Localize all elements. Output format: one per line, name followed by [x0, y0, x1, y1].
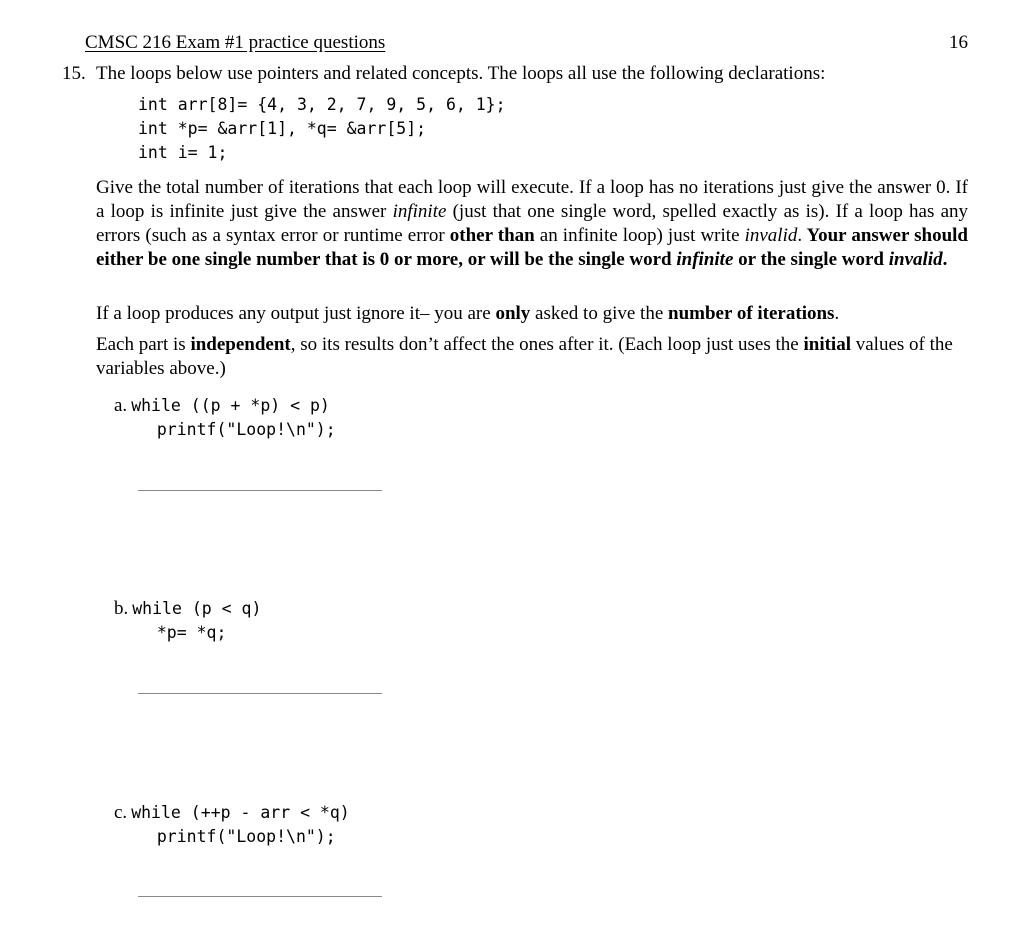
note-text: asked to give the: [530, 303, 669, 324]
declaration-line: int *p= &arr[1], *q= &arr[5];: [138, 119, 427, 138]
question-intro: The loops below use pointers and related concepts. The loops all use the following declarations:: [96, 63, 826, 84]
instructions-paragraph: [96, 176, 968, 272]
keyword-infinite: infinite: [392, 201, 447, 222]
declaration-line: int arr[8]= {4, 3, 2, 7, 9, 5, 6, 1};: [138, 95, 506, 114]
loop-code-line: while (p < q): [132, 599, 262, 618]
emphasis-number-of-iterations: number of iterations: [668, 303, 835, 324]
part-c: [114, 801, 350, 849]
answer-blank-c[interactable]: [138, 896, 382, 897]
question-number: 15.: [62, 63, 86, 84]
note-text: .: [834, 303, 840, 324]
header-course-title: CMSC 216 Exam #1 practice questions: [85, 32, 386, 53]
instructions-text: an infinite loop) just write: [534, 225, 745, 246]
keyword-invalid-bold: invalid: [888, 249, 943, 270]
answer-format-text: .: [942, 249, 948, 270]
instructions-text: .: [797, 225, 803, 246]
loop-code-line: *p= *q;: [137, 623, 227, 642]
declarations-code-block: [138, 93, 506, 165]
emphasis-only: only: [495, 303, 531, 324]
note-text: If a loop produces any output just ignore it– you are: [96, 303, 496, 324]
declaration-line: int i= 1;: [138, 143, 228, 162]
output-note: [96, 302, 968, 326]
part-b: [114, 597, 261, 645]
part-letter: b.: [114, 598, 129, 619]
emphasis-initial: initial: [803, 334, 851, 355]
note-text: , so its results don’t affect the ones after it. (Each loop just uses the: [290, 334, 804, 355]
part-letter: c.: [114, 802, 128, 823]
keyword-infinite-bold: infinite: [676, 249, 734, 270]
loop-code-line: while (++p - arr < *q): [131, 803, 350, 822]
note-text: Each part is: [96, 334, 191, 355]
keyword-invalid: invalid: [744, 225, 798, 246]
loop-code-line: while ((p + *p) < p): [131, 396, 330, 415]
independent-note: [96, 333, 968, 381]
part-letter: a.: [114, 395, 128, 416]
answer-format-text: or the single word: [733, 249, 889, 270]
answer-blank-b[interactable]: [138, 693, 382, 694]
page-number: 16: [949, 32, 968, 53]
answer-format-text: Your answer should either be one single number that is 0 or more, or will be the single word: [96, 225, 968, 270]
emphasis-other-than: other than: [449, 225, 535, 246]
loop-code-line: printf("Loop!\n");: [137, 420, 336, 439]
instructions-text: Give the total number of iterations that each loop will execute. If a loop has no iterations just give the answer 0. If a loop is infinite just give the answer: [96, 177, 968, 222]
emphasis-independent: independent: [190, 334, 291, 355]
loop-code-line: printf("Loop!\n");: [137, 827, 336, 846]
part-a: [114, 394, 336, 442]
answer-blank-a[interactable]: [138, 490, 382, 491]
note-text: values of the variables above.): [96, 334, 953, 379]
instructions-text: (just that one single word, spelled exactly as is). If a loop has any errors (such as a syntax error or runtime error: [96, 201, 969, 246]
